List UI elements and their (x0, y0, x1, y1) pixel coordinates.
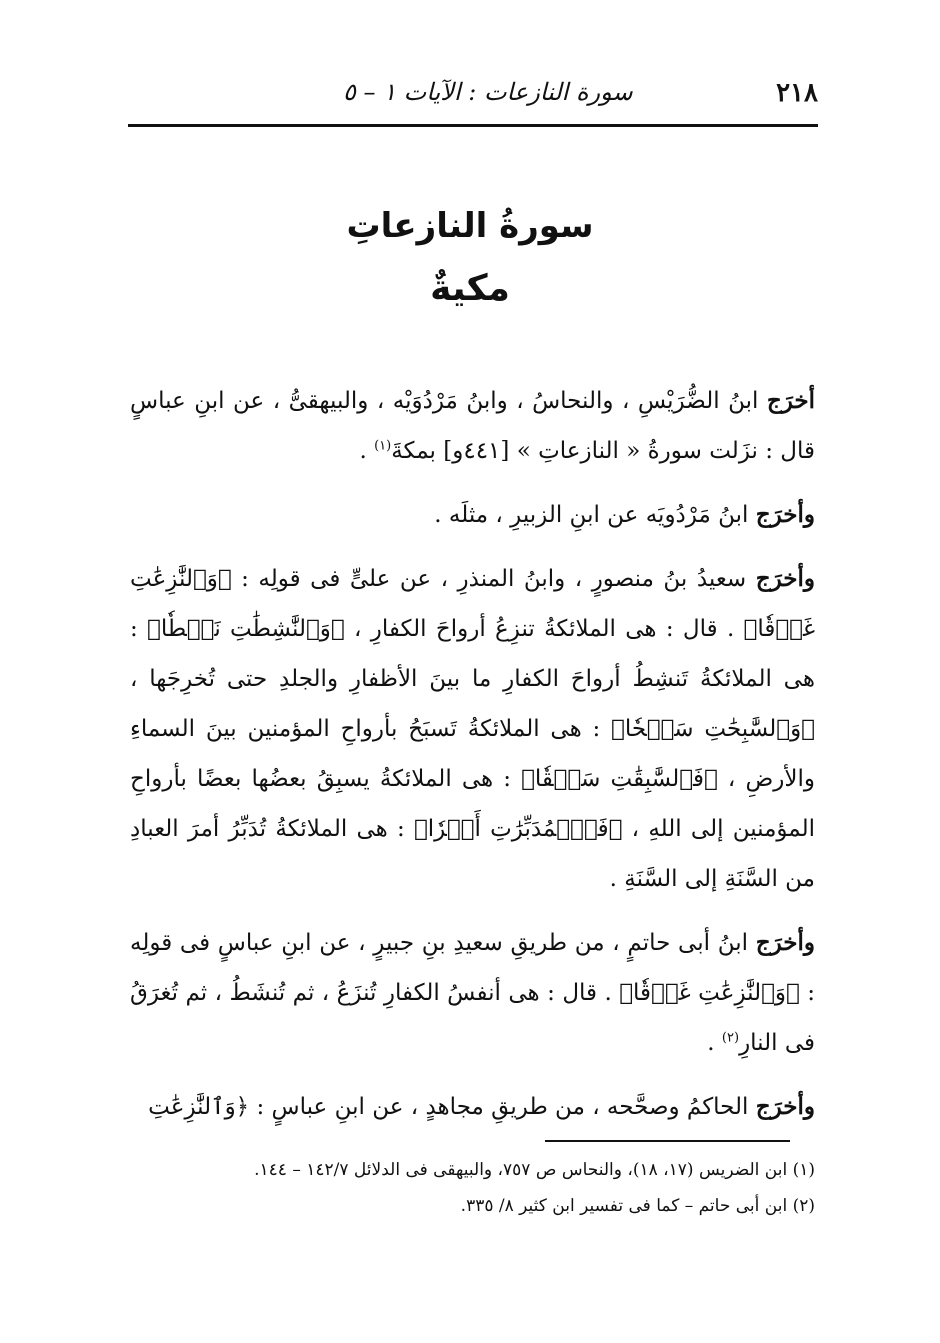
paragraph-lead: وأخرَج (755, 501, 815, 528)
paragraph-lead: أخرَج (766, 387, 816, 414)
paragraph-text: ابنُ الضُّرَيْسِ ، والنحاسُ ، وابنُ مَرْدُوَيْه ، والبيهقىُّ ، عن ابنِ عباسٍ قال : نزَلت سورةُ « النازعاتِ » [٤٤١و] بمكةَ (130, 388, 815, 464)
page-number: ٢١٨ (776, 78, 818, 108)
main-text (130, 376, 815, 1146)
paragraph-text: سعيدُ بنُ منصورٍ ، وابنُ المنذرِ ، عن علىٍّ فى قولِه : ﴿وَٱلنَّٰزِعَٰتِ غَرۡقٗا﴾ . قال : هى الملائكةُ تنزِعُ أرواحَ الكفارِ ، ﴿وَٱلنَّٰشِطَٰتِ نَشۡطٗا﴾ : هى الملائكةُ تَنشِطُ أرواحَ الكفارِ ما بينَ الأظفارِ والجلدِ حتى تُخرِجَها ، ﴿وَٱلسَّٰبِحَٰتِ سَبۡحٗا﴾ : هى الملائكةُ تَسبَحُ بأرواحِ المؤمنين بينَ السماءِ والأرضِ ، ﴿فَٱلسَّٰبِقَٰتِ سَبۡقٗا﴾ : هى الملائكةُ يسبِقُ بعضُها بعضًا بأرواحِ المؤمنين إلى اللهِ ، ﴿فَٱلۡمُدَبِّرَٰتِ أَمۡرٗا﴾ : هى الملائكةُ تُدَبِّرُ أمرَ العبادِ من السَّنَةِ إلى السَّنَةِ . (130, 566, 815, 892)
paragraph (130, 1082, 815, 1132)
footnote: (٢) ابن أبى حاتم – كما فى تفسير ابن كثير ٨/ ٣٣٥. (460, 1196, 815, 1216)
paragraph-lead: وأخرَج (755, 929, 815, 956)
paragraph-lead: وأخرَج (755, 565, 815, 592)
paragraph (130, 490, 815, 540)
paragraph-text: ابنُ أبى حاتمٍ ، من طريقِ سعيدِ بنِ جبيرٍ ، عن ابنِ عباسٍ فى قولِه : ﴿وَٱلنَّٰزِعَٰتِ غَرۡقٗا﴾ . قال : هى أنفسُ الكفارِ تُنزَعُ ، ثم تُنشَطُ ، ثم تُغرَقُ فى النارِ (130, 930, 815, 1056)
surah-revelation-place: مكيةٌ (430, 268, 510, 309)
footnote-divider (545, 1140, 790, 1142)
paragraph (130, 918, 815, 1068)
footnotes (130, 1152, 815, 1224)
paragraph-lead: وأخرَج (755, 1093, 815, 1120)
footnote-marker: (٢) (721, 1030, 740, 1046)
header-divider (128, 124, 818, 127)
footnote: (١) ابن الضريس (١٧، ١٨)، والنحاس ص ٧٥٧، والبيهقى فى الدلائل ١٤٢/٧ – ١٤٤. (254, 1160, 815, 1180)
paragraph (130, 376, 815, 476)
running-header (128, 74, 818, 114)
paragraph-end: . (707, 1030, 722, 1056)
footnote-marker: (١) (374, 438, 392, 454)
running-header-title: سورة النازعات : الآيات ١ – ٥ (343, 78, 633, 106)
paragraph-text: ابنُ مَرْدُويَه عن ابنِ الزبيرِ ، مثلَه . (434, 502, 749, 528)
paragraph-text: الحاكمُ وصحَّحه ، من طريقِ مجاهدٍ ، عن ابنِ عباسٍ : ﴿وَٱلنَّٰزِعَٰتِ (148, 1094, 749, 1120)
surah-title: سورةُ النازعاتِ (346, 206, 594, 246)
paragraph (130, 554, 815, 904)
paragraph-end: . (359, 438, 375, 464)
